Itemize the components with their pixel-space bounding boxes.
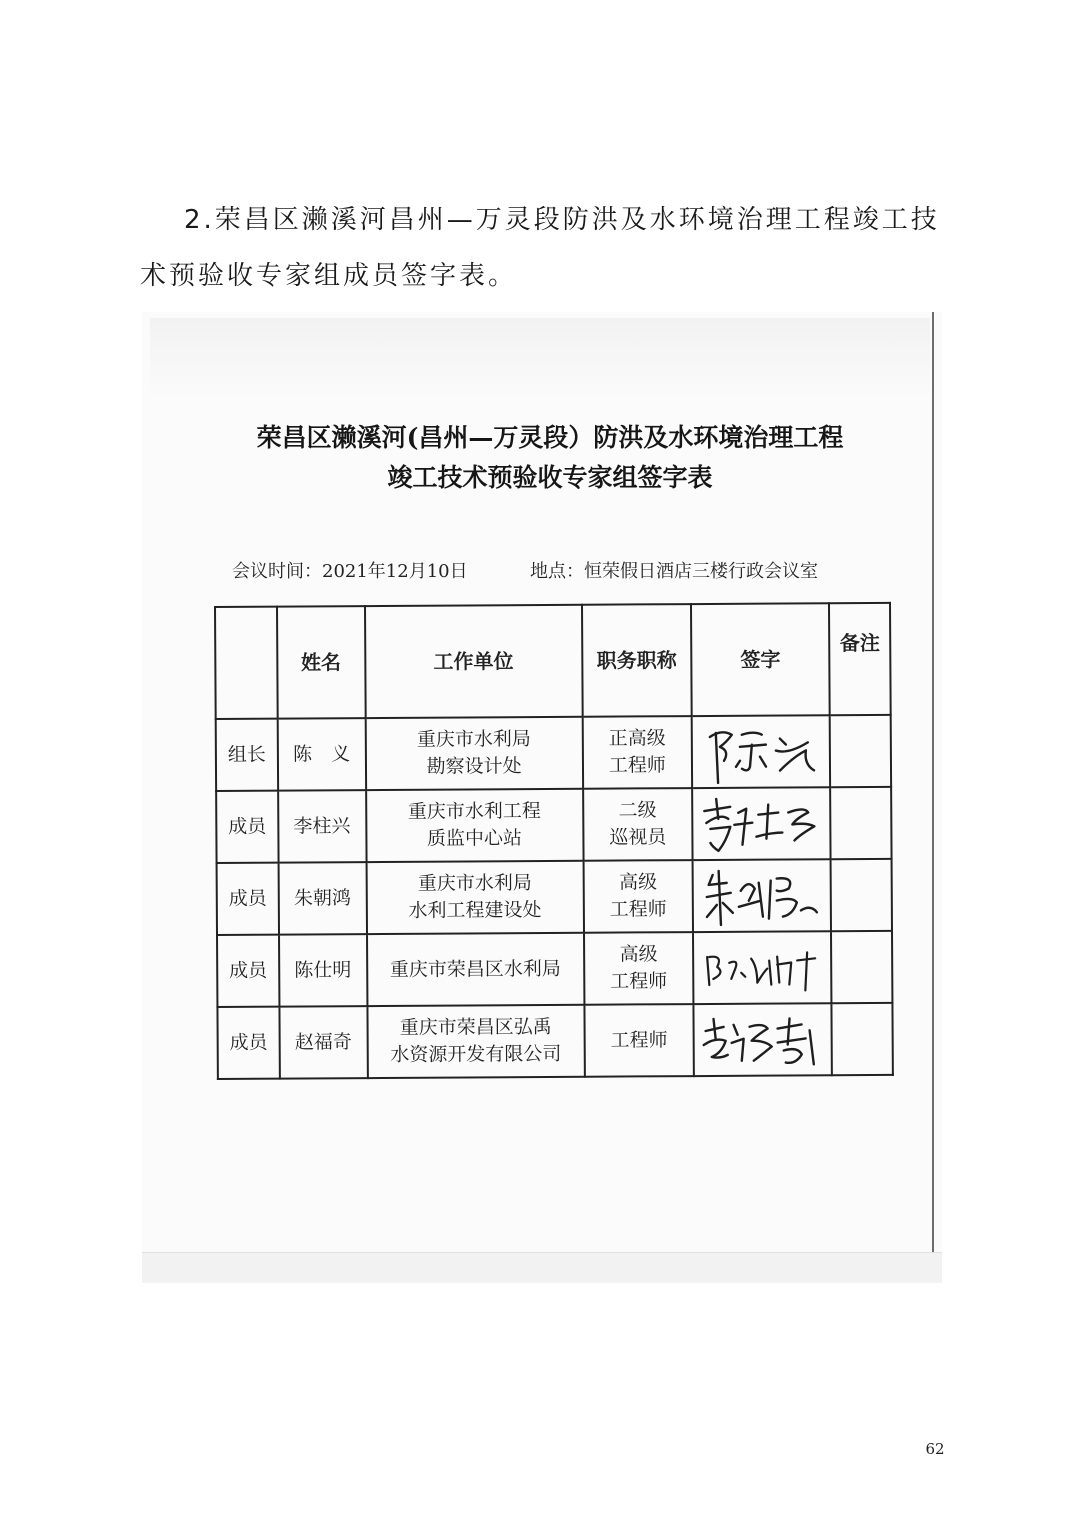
row-note	[831, 931, 892, 1003]
row-title	[584, 1004, 694, 1077]
scan-smudge	[150, 318, 930, 398]
handwritten-signature	[693, 931, 831, 1004]
title-line-1: 高级	[619, 871, 658, 894]
table-row	[217, 1003, 892, 1079]
row-unit	[367, 1005, 584, 1078]
row-unit	[367, 933, 584, 1006]
row-title	[583, 788, 693, 861]
row-name: 李柱兴	[278, 790, 366, 863]
table-row	[216, 787, 891, 863]
row-role: 组长	[216, 719, 278, 791]
unit-line-2: 水资源开发有限公司	[390, 1042, 562, 1066]
row-note	[831, 859, 892, 931]
intro-line-2: 术预验收专家组成员签字表。	[140, 261, 518, 291]
unit-line-2: 质监中心站	[426, 827, 523, 850]
scan-bottom-strip	[142, 1252, 942, 1283]
header-title: 职务职称	[582, 604, 692, 717]
meeting-time: 会议时间：2021年12月10日	[232, 561, 468, 582]
table-row	[216, 715, 891, 791]
row-name: 陈仕明	[279, 934, 367, 1007]
header-signature: 签字	[691, 603, 830, 716]
row-name: 陈 义	[277, 718, 365, 791]
row-note	[830, 787, 891, 859]
title-line-1: 工程师	[610, 1028, 668, 1052]
row-title	[584, 932, 694, 1005]
row-title	[583, 860, 693, 933]
intro-paragraph	[140, 192, 960, 304]
handwritten-signature	[693, 859, 831, 932]
row-note	[832, 1003, 893, 1075]
signature-image	[697, 932, 827, 1003]
unit-line-1: 重庆市水利局	[416, 728, 531, 751]
row-role: 成员	[217, 1007, 279, 1079]
header-name: 姓名	[277, 606, 365, 719]
title-line-2: 工程师	[609, 898, 667, 921]
title-line-1: 二级	[618, 799, 657, 822]
title-line-1: 高级	[619, 943, 658, 966]
row-unit	[366, 861, 583, 934]
unit-line-2: 水利工程建设处	[408, 899, 542, 922]
header-note: 备注	[829, 603, 891, 715]
handwritten-signature	[692, 715, 830, 788]
table-row	[217, 931, 892, 1007]
row-unit	[366, 789, 583, 862]
row-name: 赵福奇	[279, 1006, 367, 1079]
row-note	[830, 715, 891, 787]
signature-image	[696, 716, 826, 787]
signature-image	[698, 1004, 828, 1075]
handwritten-signature	[692, 787, 830, 860]
signature-table	[214, 602, 894, 1080]
table-header-row	[215, 603, 891, 719]
title-line-1: 正高级	[608, 727, 666, 750]
title-line-2: 工程师	[610, 970, 668, 993]
row-role: 成员	[216, 791, 278, 863]
unit-line-1: 重庆市荣昌区水利局	[389, 957, 561, 981]
intro-line-1: 2.荣昌区濑溪河昌州—万灵段防洪及水环境治理工程竣工技	[184, 205, 940, 235]
unit-line-2: 勘察设计处	[426, 755, 522, 778]
table-row	[217, 859, 892, 935]
title-line-2: 工程师	[608, 754, 666, 777]
unit-line-1: 重庆市水利工程	[407, 800, 541, 823]
document-title-line-1: 荣昌区濑溪河(昌州—万灵段）防洪及水环境治理工程	[256, 423, 844, 452]
meeting-location: 地点：恒荣假日酒店三楼行政会议室	[530, 561, 818, 582]
meeting-info	[232, 557, 912, 583]
row-unit	[365, 717, 582, 790]
unit-line-1: 重庆市水利局	[417, 872, 532, 895]
handwritten-signature	[694, 1003, 832, 1076]
row-name: 朱朝鸿	[278, 862, 366, 935]
row-role: 成员	[217, 863, 279, 935]
page-number: 62	[925, 1440, 945, 1458]
signature-image	[696, 788, 826, 859]
document-title-line-2: 竣工技术预验收专家组签字表	[387, 463, 713, 492]
unit-line-1: 重庆市荣昌区弘禹	[399, 1015, 552, 1039]
document-title	[150, 418, 950, 498]
header-unit: 工作单位	[365, 605, 583, 718]
row-role: 成员	[217, 935, 279, 1007]
header-role	[215, 607, 277, 719]
row-title	[582, 716, 692, 789]
title-line-2: 巡视员	[609, 826, 667, 849]
signature-image	[697, 860, 827, 931]
